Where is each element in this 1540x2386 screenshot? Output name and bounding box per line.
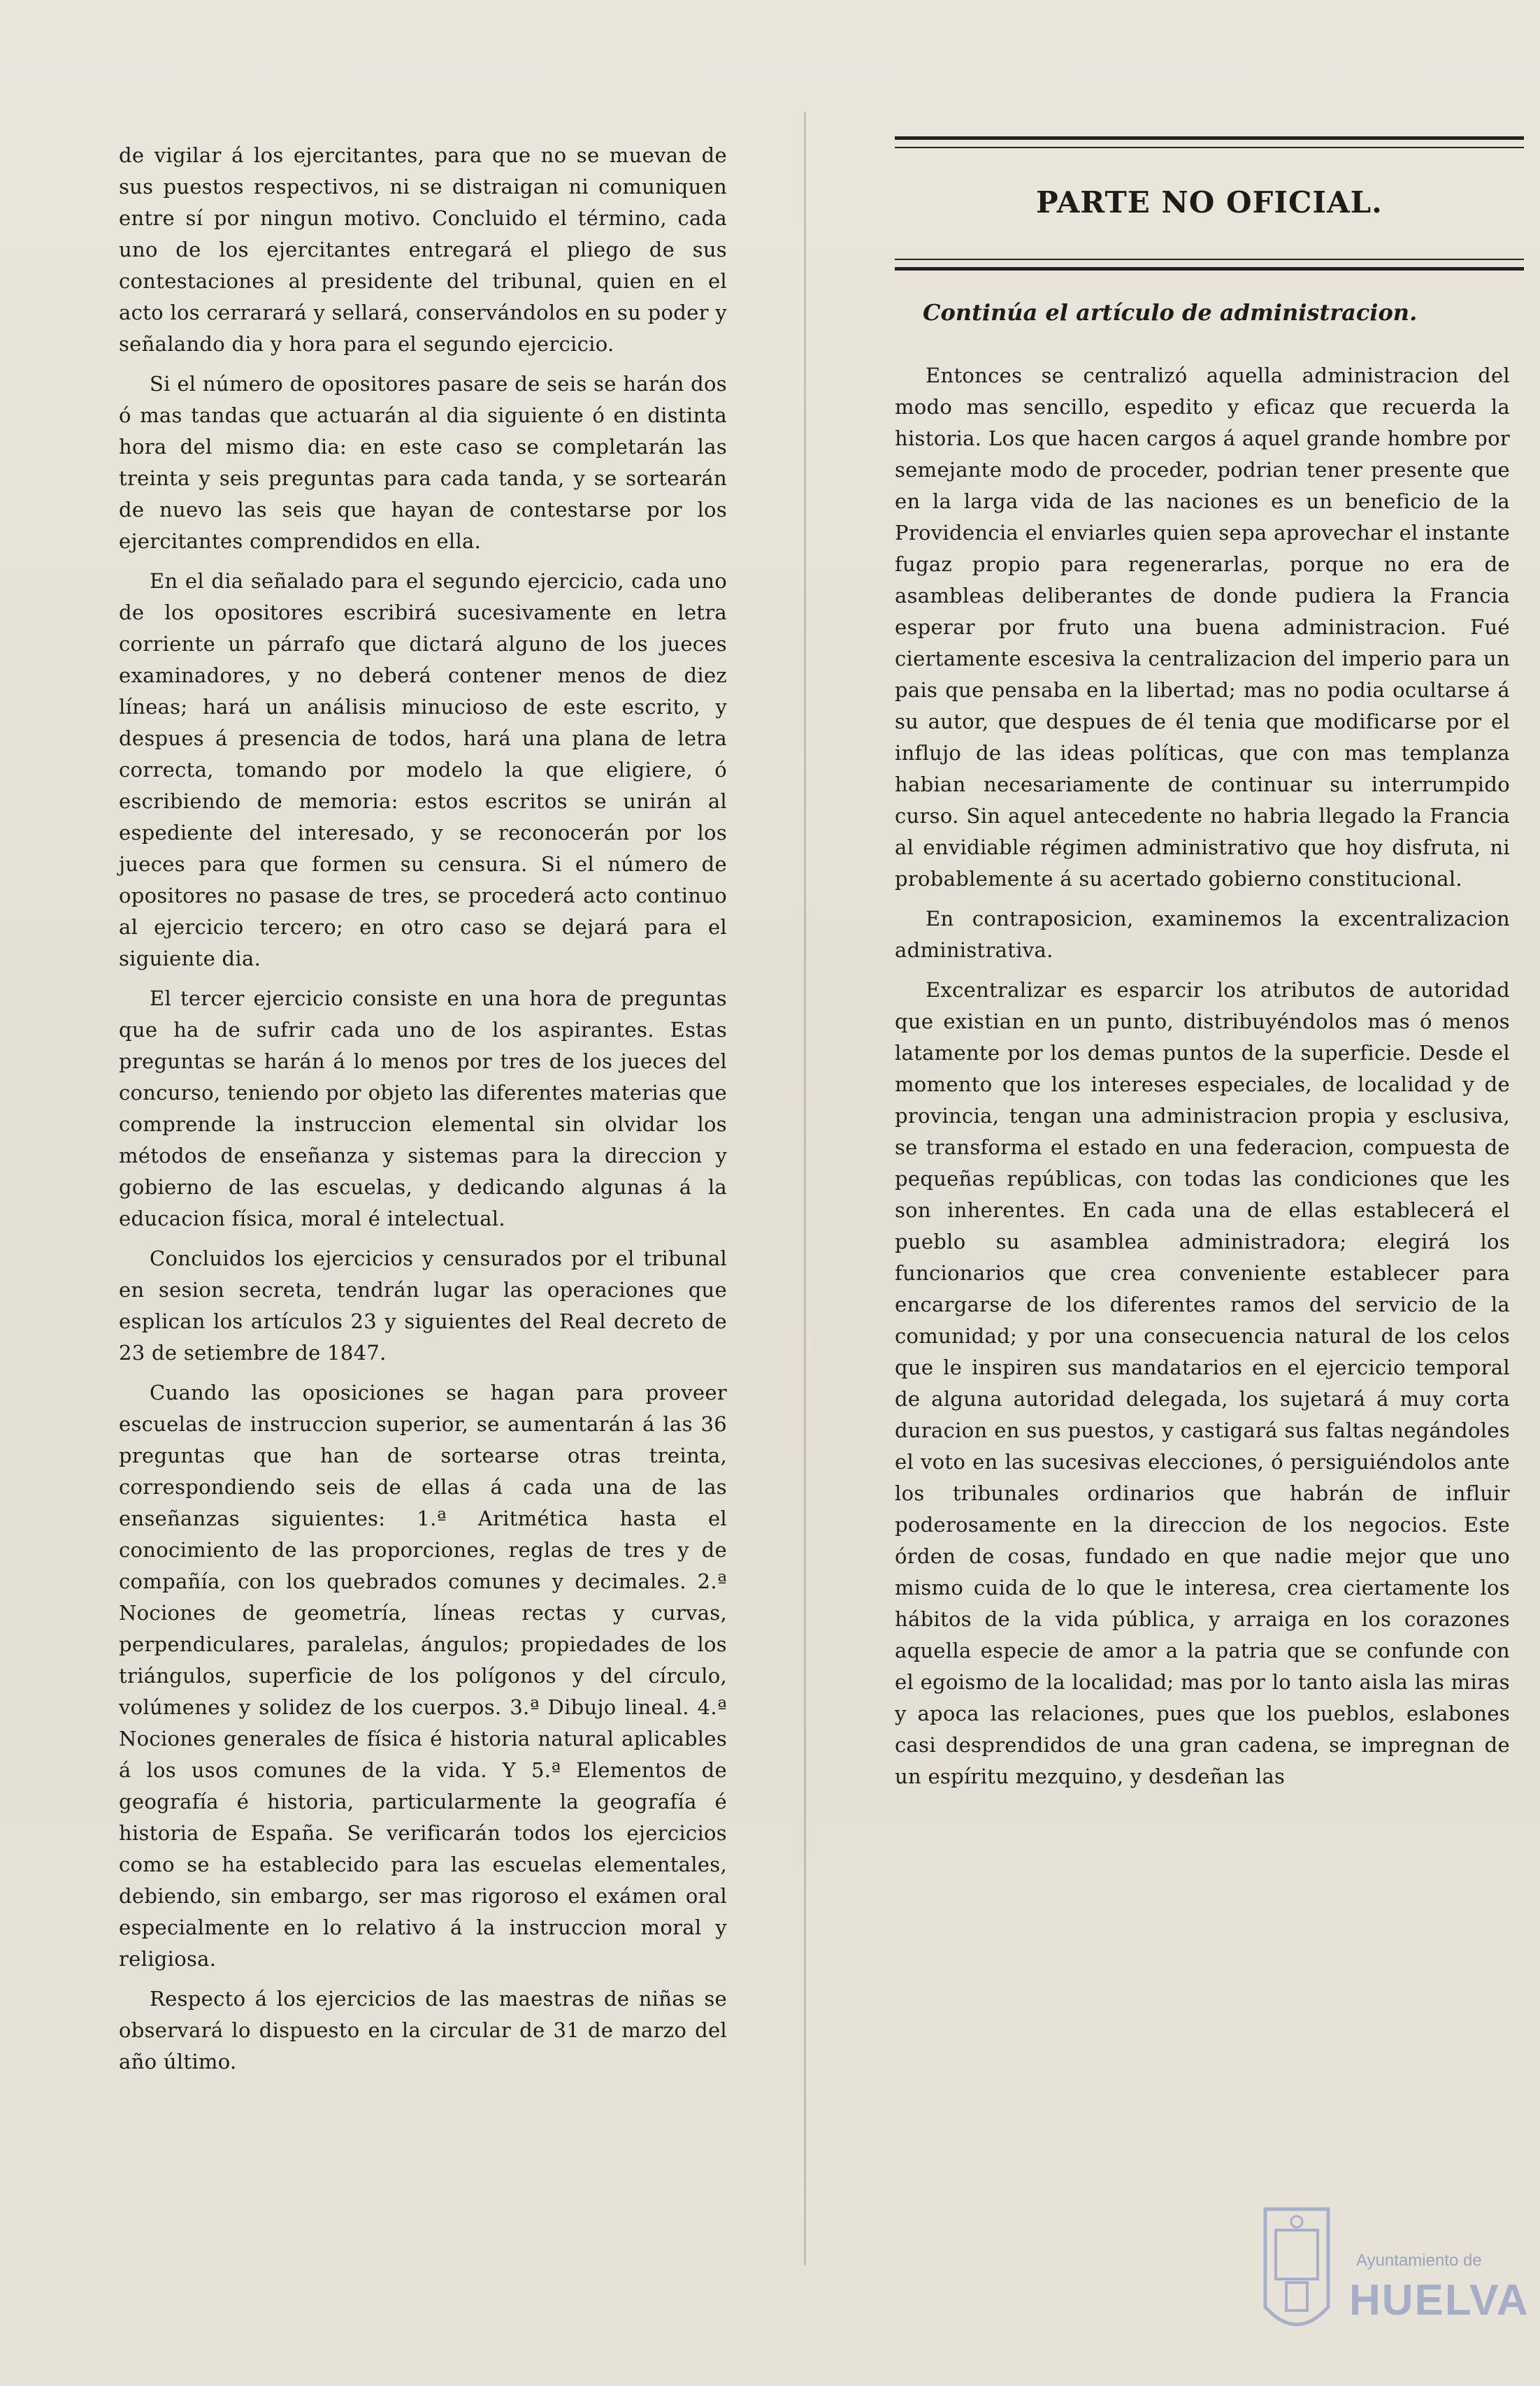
heading-rule-bottom xyxy=(895,259,1524,271)
left-paragraph-2: Si el número de opositores pasare de seis se harán dos ó mas tandas que actuarán al dia siguiente ó en distinta hora del mismo dia: en este caso se completarán las treinta y seis preguntas para cada tanda, y se sortearán de nuevo las seis que hayan de contestarse por los ejercitantes comprendidos en ella. xyxy=(119,372,727,553)
right-column xyxy=(895,360,1510,1801)
left-paragraph-7: Respecto á los ejercicios de las maestras de niñas se observará lo dispuesto en la circular de 31 de marzo del año último. xyxy=(119,1987,727,2074)
watermark-small-text: Ayuntamiento de xyxy=(1356,2251,1482,2270)
right-paragraph-1: Entonces se centralizó aquella administracion del modo mas sencillo, espedito y eficaz que recuerda la historia. Los que hacen cargos á aquel grande hombre por semejante modo de proceder, podrian tener presente que en la larga vida de las naciones es un beneficio de la Providencia el enviarles quien sepa aprovechar el instante fugaz propio para regenerarlas, porque no era de asambleas deliberantes de donde pudiera la Francia esperar por fruto una buena administracion. Fué ciertamente escesiva la centralizacion del imperio para un pais que pensaba en la libertad; mas no podia ocultarse á su autor, que despues de él tenia que modificarse por el influjo de las ideas políticas, que con mas templanza habian necesariamente de continuar su interrumpido curso. Sin aquel antecedente no habria llegado la Francia al envidiable régimen administrativo que hoy disfruta, ni probablemente á su acertado gobierno constitucional. xyxy=(895,364,1510,891)
left-paragraph-4: El tercer ejercicio consiste en una hora de preguntas que ha de sufrir cada uno de los aspirantes. Estas preguntas se harán á lo menos por tres de los jueces del concurso, teniendo por objeto las diferentes materias que comprende la instruccion elemental sin olvidar los métodos de enseñanza y sistemas para la direccion y gobierno de las escuelas, y dedicando algunas á la educacion física, moral é intelectual. xyxy=(119,986,727,1230)
column-fold-line xyxy=(804,112,806,2265)
left-paragraph-6: Cuando las oposiciones se hagan para proveer escuelas de instruccion superior, se aumentarán á las 36 preguntas que han de sortearse otras treinta, correspondiendo seis de ellas á cada una de las enseñanzas siguientes: 1.ª Aritmética hasta el conocimiento de las proporciones, reglas de tres y de compañía, con los quebrados comunes y decimales. 2.ª Nociones de geometría, líneas rectas y curvas, perpendiculares, paralelas, ángulos; propiedades de los triángulos, superficie de los polígonos y del círculo, volúmenes y solidez de los cuerpos. 3.ª Dibujo lineal. 4.ª Nociones generales de física é historia natural aplicables á los usos comunes de la vida. Y 5.ª Elementos de geografía é historia, particularmente la geografía é historia de España. Se verificarán todos los ejercicios como se ha establecido para las escuelas elementales, debiendo, sin embargo, ser mas rigoroso el exámen oral especialmente en lo relativo á la instruccion moral y religiosa. xyxy=(119,1381,727,1971)
heading-rule-top xyxy=(895,136,1524,148)
right-paragraph-2: En contraposicion, examinemos la excentralizacion administrativa. xyxy=(895,907,1510,962)
left-paragraph-1: de vigilar á los ejercitantes, para que no se muevan de sus puestos respectivos, ni se distraigan ni comuniquen entre sí por ningun motivo. Concluido el término, cada uno de los ejercitantes entregará el pliego de sus contestaciones al presidente del tribunal, quien en el acto los cerrarará y sellará, conservándolos en su poder y señalando dia y hora para el segundo ejercicio. xyxy=(119,143,727,356)
archive-watermark xyxy=(1258,2202,1530,2363)
section-heading: PARTE NO OFICIAL. xyxy=(1036,185,1383,220)
left-paragraph-5: Concluidos los ejercicios y censurados por el tribunal en sesion secreta, tendrán lugar las operaciones que esplican los artículos 23 y siguientes del Real decreto de 23 de setiembre de 1847. xyxy=(119,1246,727,1365)
watermark-big-text: HUELVA xyxy=(1349,2276,1530,2324)
city-shield-icon xyxy=(1258,2202,1335,2349)
left-column xyxy=(119,140,727,2086)
left-paragraph-3: En el dia señalado para el segundo ejercicio, cada uno de los opositores escribirá sucesivamente en letra corriente un párrafo que dictará alguno de los jueces examinadores, y no deberá contener menos de diez líneas; hará un análisis minucioso de este escrito, y despues á presencia de todos, hará una plana de letra correcta, tomando por modelo la que eligiere, ó escribiendo de memoria: estos escritos se unirán al espediente del interesado, y se reconocerán por los jueces para que formen su censura. Si el número de opositores no pasase de tres, se procederá acto continuo al ejercicio tercero; en otro caso se dejará para el siguiente dia. xyxy=(119,569,727,970)
right-paragraph-3: Excentralizar es esparcir los atributos de autoridad que existian en un punto, distribuyéndolos mas ó menos latamente por los demas puntos de la superficie. Desde el momento que los intereses especiales, de localidad y de provincia, tengan una administracion propia y esclusiva, se transforma el estado en una federacion, compuesta de pequeñas repúblicas, con todas las condiciones que les son inherentes. En cada una de ellas establecerá el pueblo su asamblea administradora; elegirá los funcionarios que crea conveniente establecer para encargarse de los diferentes ramos del servicio de la comunidad; y por una consecuencia natural de los celos que le inspiren sus mandatarios en el ejercicio temporal de alguna autoridad delegada, los sujetará á muy corta duracion en sus puestos, y castigará sus faltas negándoles el voto en las sucesivas elecciones, ó persiguiéndolos ante los tribunales ordinarios que habrán de influir poderosamente en la direccion de los negocios. Este órden de cosas, fundado en que nadie mejor que uno mismo cuida de lo que le interesa, crea ciertamente los hábitos de la vida pública, y arraiga en los corazones aquella especie de amor a la patria que se confunde con el egoismo de la localidad; mas por lo tanto aisla las miras y apoca las relaciones, pues que los pueblos, eslabones casi desprendidos de una gran cadena, se impregnan de un espíritu mezquino, y desdeñan las xyxy=(895,978,1510,1788)
article-subheading: Continúa el artículo de administracion. xyxy=(923,299,1418,326)
